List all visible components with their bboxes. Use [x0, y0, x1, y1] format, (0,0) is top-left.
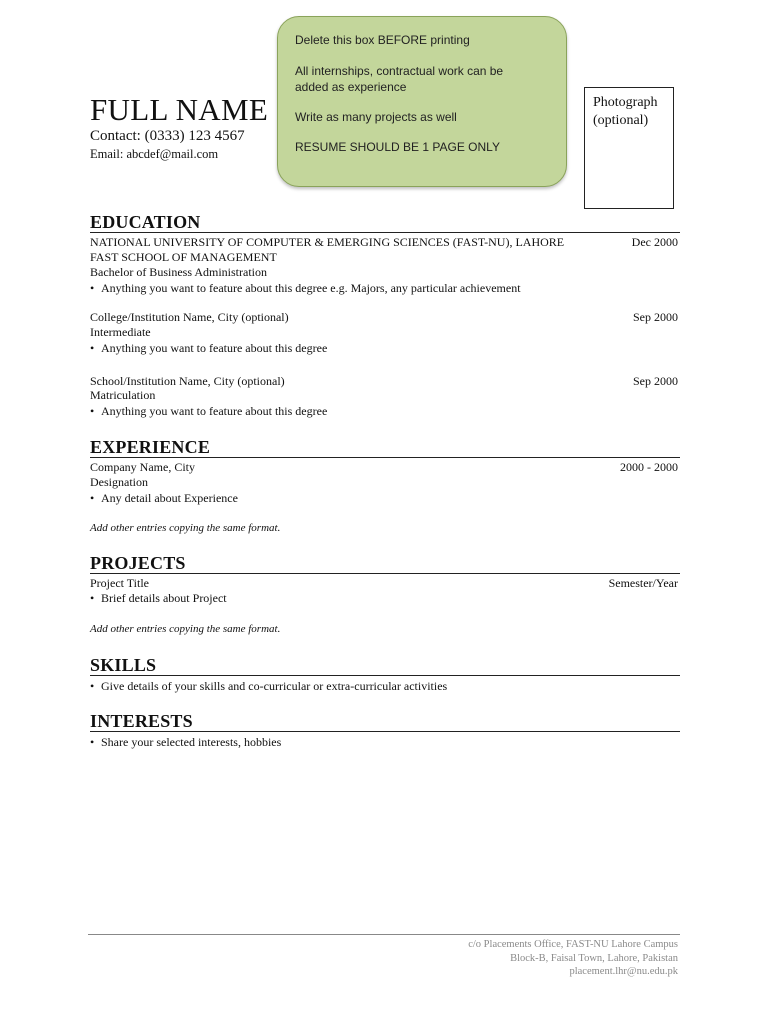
footer-line-1: c/o Placements Office, FAST-NU Lahore Campus [468, 939, 678, 950]
projects-note: Add other entries copying the same format. [90, 623, 281, 635]
education-bullet-1: • Anything you want to feature about this degree e.g. Majors, any particular achievement [90, 281, 521, 295]
contact-phone: Contact: (0333) 123 4567 [90, 128, 245, 144]
education-institution-1: NATIONAL UNIVERSITY OF COMPUTER & EMERGING SCIENCES (FAST-NU), LAHORE [90, 235, 565, 249]
education-date-3: Sep 2000 [633, 374, 678, 388]
note-line-projects: Write as many projects as well [295, 110, 457, 124]
bullet-icon: • [90, 735, 95, 749]
note-line-one-page: RESUME SHOULD BE 1 PAGE ONLY [295, 140, 500, 154]
education-degree-3: Matriculation [90, 388, 156, 402]
photograph-placeholder [584, 87, 674, 209]
bullet-icon: • [90, 341, 95, 355]
education-date-2: Sep 2000 [633, 310, 678, 324]
note-line-experience: added as experience [295, 80, 407, 94]
bullet-icon: • [90, 591, 95, 605]
experience-date: 2000 - 2000 [620, 460, 678, 474]
bullet-icon: • [90, 404, 95, 418]
education-degree-2: Intermediate [90, 325, 151, 339]
footer-line-2: Block-B, Faisal Town, Lahore, Pakistan [510, 952, 678, 964]
project-title: Project Title [90, 576, 150, 590]
project-bullet: • Brief details about Project [90, 591, 227, 605]
photo-label-line2: (optional) [593, 113, 649, 128]
interests-heading: INTERESTS [90, 711, 680, 732]
footer-divider [88, 934, 680, 935]
experience-note: Add other entries copying the same format. [90, 522, 281, 534]
education-bullet-3: • Anything you want to feature about this degree [90, 404, 328, 418]
instruction-note-box [277, 16, 567, 187]
interests-bullet: • Share your selected interests, hobbies [90, 735, 282, 749]
education-bullet-2: • Anything you want to feature about this degree [90, 341, 328, 355]
footer-line-3: placement.lhr@nu.edu.pk [569, 966, 678, 977]
education-date-1: Dec 2000 [631, 235, 678, 249]
experience-heading: EXPERIENCE [90, 437, 680, 458]
education-institution-3: School/Institution Name, City (optional) [90, 374, 285, 388]
education-institution-2: College/Institution Name, City (optional) [90, 310, 289, 324]
experience-designation: Designation [90, 475, 148, 489]
experience-bullet: • Any detail about Experience [90, 491, 238, 505]
note-line-delete: Delete this box BEFORE printing [295, 33, 470, 47]
projects-heading: PROJECTS [90, 553, 680, 574]
bullet-icon: • [90, 281, 95, 295]
project-date: Semester/Year [608, 576, 678, 590]
skills-heading: SKILLS [90, 655, 680, 676]
education-school-1: FAST SCHOOL OF MANAGEMENT [90, 250, 277, 264]
full-name: FULL NAME [90, 92, 269, 127]
education-degree-1: Bachelor of Business Administration [90, 265, 267, 279]
photo-label-line1: Photograph [593, 95, 658, 110]
education-heading: EDUCATION [90, 212, 680, 233]
contact-email: Email: abcdef@mail.com [90, 147, 219, 161]
footer-address [468, 938, 678, 979]
experience-company: Company Name, City [90, 460, 195, 474]
bullet-icon: • [90, 679, 95, 693]
skills-bullet: • Give details of your skills and co-curricular or extra-curricular activities [90, 679, 448, 693]
bullet-icon: • [90, 491, 95, 505]
note-line-internships: All internships, contractual work can be [295, 64, 504, 78]
